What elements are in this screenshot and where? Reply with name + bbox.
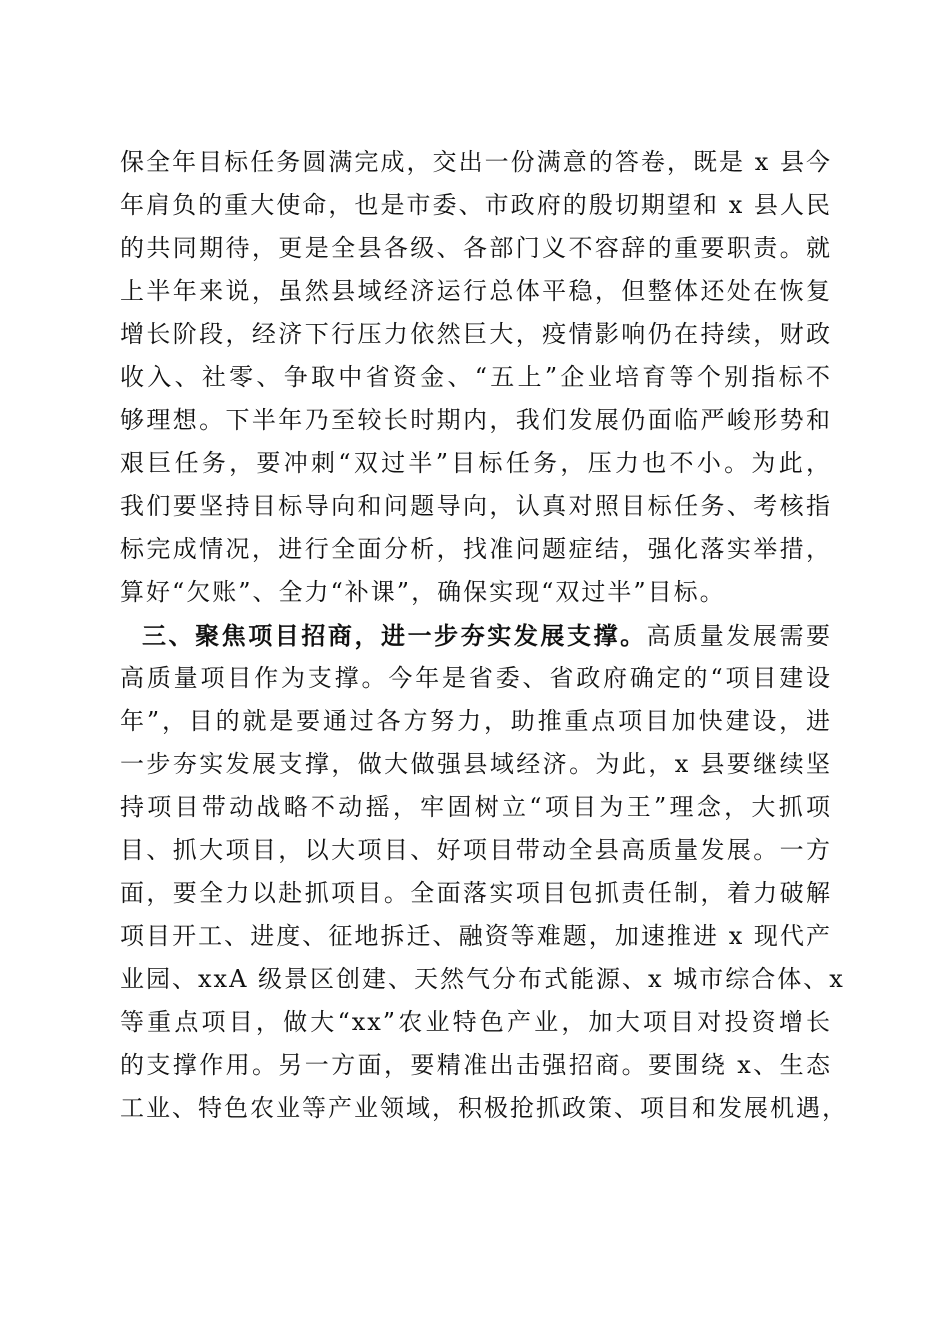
paragraph-line: 收入、社零、争取中省资金、“五上”企业培育等个别指标不 (120, 363, 832, 391)
paragraph-line: 业园、xxA 级景区创建、天然气分布式能源、x 城市综合体、x (120, 965, 845, 993)
paragraph-line: 的支撑作用。另一方面，要精准出击强招商。要围绕 x、生态 (120, 1051, 832, 1079)
paragraph-line: 我们要坚持目标导向和问题导向，认真对照目标任务、考核指 (120, 492, 832, 520)
paragraph-line: 项目开工、进度、征地拆迁、融资等难题，加速推进 x 现代产 (120, 922, 832, 950)
paragraph-first-line (120, 614, 832, 657)
paragraph-line: 的共同期待，更是全县各级、各部门义不容辞的重要职责。就 (120, 234, 832, 262)
paragraph-line: 持项目带动战略不动摇，牢固树立“项目为王”理念，大抓项 (120, 793, 832, 821)
paragraph-line: 高质量项目作为支撑。今年是省委、省政府确定的“项目建设 (120, 664, 832, 692)
section-heading: 三、聚焦项目招商，进一步夯实发展支撑。 (142, 621, 647, 650)
paragraph-line: 够理想。下半年乃至较长时期内，我们发展仍面临严峻形势和 (120, 406, 832, 434)
paragraph-line: 上半年来说，虽然县域经济运行总体平稳，但整体还处在恢复 (120, 277, 832, 305)
heading-line-rest: 高质量发展需要 (646, 622, 833, 650)
paragraph-line: 年”，目的就是要通过各方努力，助推重点项目加快建设，进 (120, 707, 832, 735)
paragraph-line: 工业、特色农业等产业领域，积极抢抓政策、项目和发展机遇， (120, 1094, 848, 1122)
paragraph-line: 等重点项目，做大“xx”农业特色产业，加大项目对投资增长 (120, 1008, 832, 1036)
document-body (120, 141, 848, 1130)
paragraph-1 (120, 141, 832, 614)
paragraph-line: 算好“欠账”、全力“补课”，确保实现“双过半”目标。 (120, 578, 726, 606)
paragraph-line: 保全年目标任务圆满完成，交出一份满意的答卷，既是 x 县今 (120, 148, 832, 176)
paragraph-line: 面，要全力以赴抓项目。全面落实项目包抓责任制，着力破解 (120, 879, 832, 907)
paragraph-line: 增长阶段，经济下行压力依然巨大，疫情影响仍在持续，财政 (120, 320, 832, 348)
paragraph-line: 艰巨任务，要冲刺“双过半”目标任务，压力也不小。为此， (120, 449, 832, 477)
paragraph-line: 目、抓大项目，以大项目、好项目带动全县高质量发展。一方 (120, 836, 832, 864)
paragraph-line: 标完成情况，进行全面分析，找准问题症结，强化落实举措， (120, 535, 832, 563)
paragraph-2 (120, 614, 848, 1130)
paragraph-line: 年肩负的重大使命，也是市委、市政府的殷切期望和 x 县人民 (120, 191, 832, 219)
paragraph-line: 一步夯实发展支撑，做大做强县域经济。为此，x 县要继续坚 (120, 750, 832, 778)
